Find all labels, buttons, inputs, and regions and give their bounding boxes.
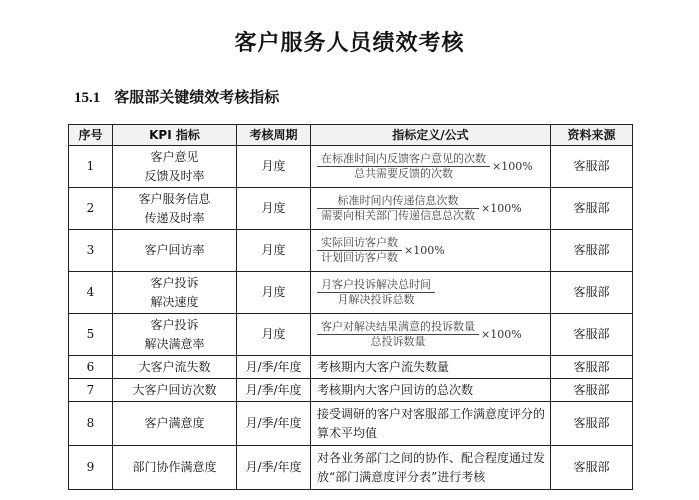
formula-numerator: 月客户投诉解决总时间 xyxy=(321,278,431,291)
header-kpi: KPI 指标 xyxy=(113,125,237,146)
cell-kpi xyxy=(113,446,237,490)
formula-numerator: 客户对解决结果满意的投诉数量 xyxy=(321,320,475,333)
cell-period: 月/季/年度 xyxy=(237,402,311,446)
cell-period: 月/季/年度 xyxy=(237,356,311,379)
definition-formula xyxy=(311,314,551,356)
cell-period: 月度 xyxy=(237,314,311,356)
cell-kpi xyxy=(113,356,237,379)
cell-kpi xyxy=(113,188,237,230)
cell-source: 客服部 xyxy=(551,314,633,356)
formula-denominator: 计划回访客户数 xyxy=(317,250,402,265)
cell-kpi xyxy=(113,402,237,446)
cell-period: 月度 xyxy=(237,230,311,272)
cell-no: 5 xyxy=(69,314,113,356)
definition-text: 接受调研的客户对客服部工作满意度评分的算术平均值 xyxy=(311,402,551,446)
cell-source: 客服部 xyxy=(551,446,633,490)
kpi-line: 大客户回访次数 xyxy=(132,382,217,397)
header-definition: 指标定义/公式 xyxy=(311,125,551,146)
cell-source: 客服部 xyxy=(551,402,633,446)
formula-numerator: 在标准时间内反馈客户意见的次数 xyxy=(321,152,486,165)
kpi-line: 解决速度 xyxy=(150,294,199,309)
formula-denominator: 总投诉数量 xyxy=(317,334,479,349)
kpi-line: 解决满意率 xyxy=(144,336,205,351)
kpi-line: 客户投诉 xyxy=(150,275,199,290)
formula-multiplier: ×100% xyxy=(404,244,445,257)
cell-source: 客服部 xyxy=(551,188,633,230)
cell-kpi xyxy=(113,272,237,314)
definition-text: 对各业务部门之间的协作、配合程度通过发放“部门满意度评分表”进行考核 xyxy=(311,446,551,490)
kpi-line: 客户意见 xyxy=(150,149,199,164)
formula-fraction xyxy=(317,194,479,223)
cell-period: 月度 xyxy=(237,272,311,314)
formula-multiplier: ×100% xyxy=(481,328,522,341)
kpi-line: 传递及时率 xyxy=(144,210,205,225)
kpi-table xyxy=(68,124,633,490)
formula-fraction xyxy=(317,236,402,265)
definition-text: 考核期内大客户回访的总次数 xyxy=(311,379,551,402)
cell-no: 7 xyxy=(69,379,113,402)
cell-no: 2 xyxy=(69,188,113,230)
cell-no: 9 xyxy=(69,446,113,490)
table-row xyxy=(69,446,633,490)
section-number: 15.1 xyxy=(74,90,101,106)
cell-kpi xyxy=(113,379,237,402)
header-no: 序号 xyxy=(69,125,113,146)
definition-formula xyxy=(311,272,551,314)
cell-period: 月度 xyxy=(237,188,311,230)
page-title: 客户服务人员绩效考核 xyxy=(234,31,465,56)
cell-kpi xyxy=(113,314,237,356)
table-row xyxy=(69,314,633,356)
formula-multiplier: ×100% xyxy=(492,160,533,173)
formula-denominator: 月解决投诉总数 xyxy=(317,292,435,307)
cell-kpi xyxy=(113,230,237,272)
table-row xyxy=(69,356,633,379)
kpi-line: 客户满意度 xyxy=(144,416,205,430)
cell-source: 客服部 xyxy=(551,379,633,402)
kpi-line: 部门协作满意度 xyxy=(132,460,217,474)
kpi-line: 大客户流失数 xyxy=(138,359,211,374)
cell-source: 客服部 xyxy=(551,356,633,379)
cell-no: 4 xyxy=(69,272,113,314)
cell-source: 客服部 xyxy=(551,230,633,272)
table-row xyxy=(69,230,633,272)
kpi-line: 客户服务信息 xyxy=(138,191,211,206)
definition-formula xyxy=(311,146,551,188)
cell-no: 6 xyxy=(69,356,113,379)
kpi-line: 客户投诉 xyxy=(150,317,199,332)
formula-numerator: 实际回访客户数 xyxy=(321,236,398,249)
definition-text: 考核期内大客户流失数量 xyxy=(311,356,551,379)
cell-no: 1 xyxy=(69,146,113,188)
definition-formula xyxy=(311,188,551,230)
table-row xyxy=(69,379,633,402)
formula-fraction xyxy=(317,152,490,181)
header-source: 资料来源 xyxy=(551,125,633,146)
cell-kpi xyxy=(113,146,237,188)
cell-source: 客服部 xyxy=(551,272,633,314)
cell-period: 月/季/年度 xyxy=(237,379,311,402)
cell-period: 月度 xyxy=(237,146,311,188)
cell-source: 客服部 xyxy=(551,146,633,188)
section-heading xyxy=(74,86,279,107)
table-row xyxy=(69,402,633,446)
definition-formula xyxy=(311,230,551,272)
formula-denominator: 需要向相关部门传递信息总次数 xyxy=(317,208,479,223)
formula-fraction xyxy=(317,320,479,349)
section-title: 客服部关键绩效考核指标 xyxy=(114,88,280,106)
cell-no: 3 xyxy=(69,230,113,272)
kpi-line: 反馈及时率 xyxy=(144,168,205,183)
formula-denominator: 总共需要反馈的次数 xyxy=(317,166,490,181)
cell-no: 8 xyxy=(69,402,113,446)
formula-multiplier: ×100% xyxy=(481,202,522,215)
table-row xyxy=(69,272,633,314)
cell-period: 月/季/年度 xyxy=(237,446,311,490)
table-row xyxy=(69,188,633,230)
table-header-row xyxy=(69,125,633,146)
formula-fraction xyxy=(317,278,435,307)
header-period: 考核周期 xyxy=(237,125,311,146)
table-row xyxy=(69,146,633,188)
formula-numerator: 标准时间内传递信息次数 xyxy=(337,194,459,207)
kpi-line: 客户回访率 xyxy=(144,243,205,257)
